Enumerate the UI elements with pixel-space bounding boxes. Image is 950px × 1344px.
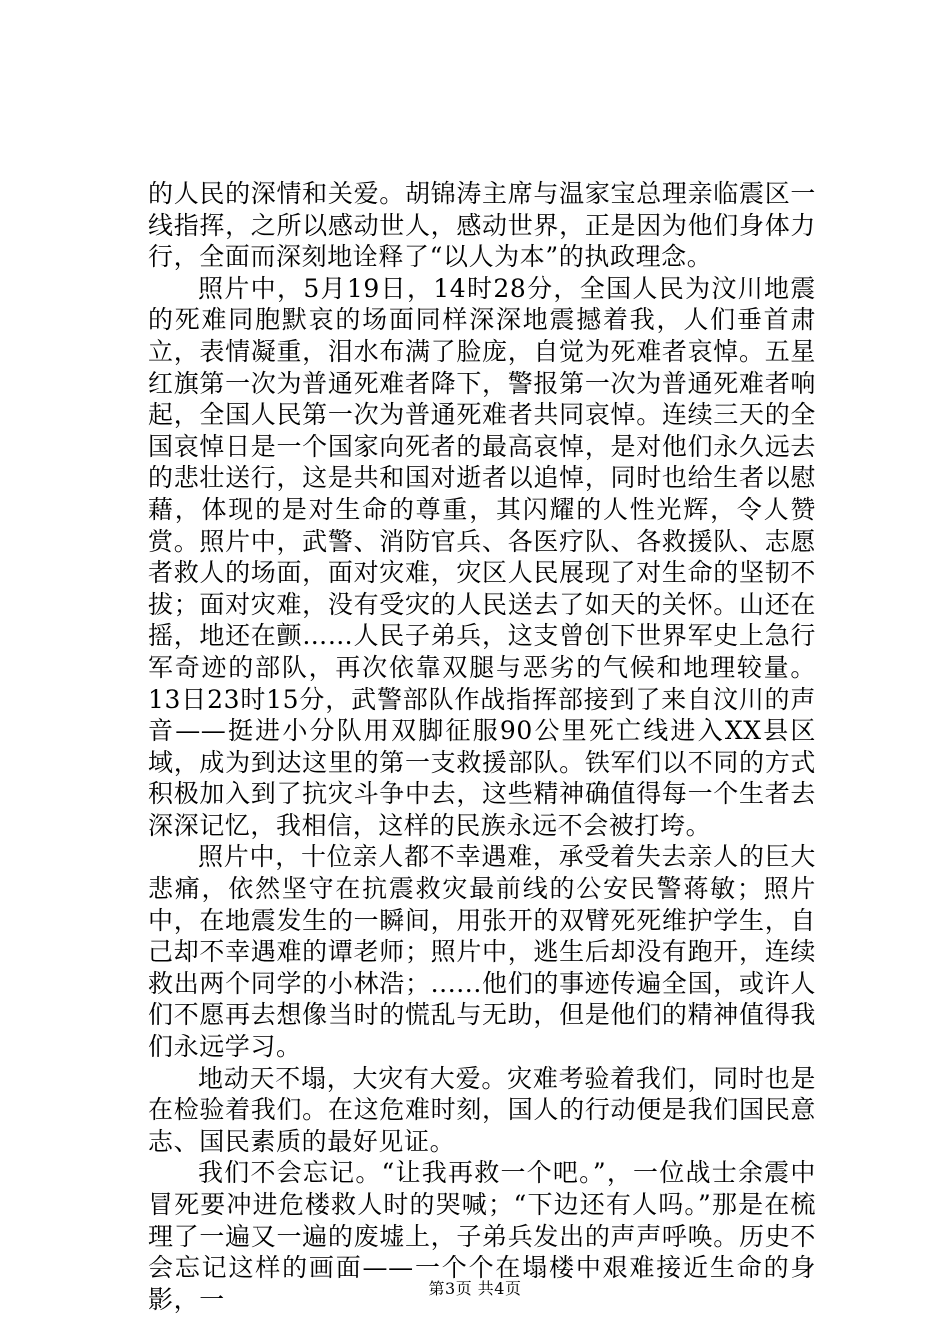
paragraph-great-love: 地动天不塌，大灾有大爱。灾难考验着我们，同时也是在检验着我们。在这危难时刻，国人的行动便是我们国民意志、国民素质的最好见证。 (148, 1063, 816, 1156)
page-footer: 第3页 共4页 (428, 1279, 522, 1298)
paragraph-continuation: 的人民的深情和关爱。胡锦涛主席与温家宝总理亲临震区一线指挥，之所以感动世人，感动世界，正是因为他们身体力行，全面而深刻地诠释了“以人为本”的执政理念。 (148, 179, 816, 272)
document-body (148, 178, 816, 1315)
paragraph-photo-heroes: 照片中，十位亲人都不幸遇难，承受着失去亲人的巨大悲痛，依然坚守在抗震救灾最前线的公安民警蒋敏；照片中，在地震发生的一瞬间，用张开的双臂死死维护学生，自己却不幸遇难的谭老师；照片中，逃生后却没有跑开，连续救出两个同学的小林浩；......他们的事迹传遍全国，或许人们不愿再去想像当时的慌乱与无助，但是他们的精神值得我们永远学习。 (148, 842, 816, 1062)
paragraph-never-forget: 我们不会忘记。“让我再救一个吧。”，一位战士余震中冒死要冲进危楼救人时的哭喊；“下边还有人吗。”那是在梳理了一遍又一遍的废墟上，子弟兵发出的声声呼唤。历史不会忘记这样的画面——一个个在塌楼中艰难接近生命的身影，一 (148, 1158, 816, 1314)
paragraph-photo-mourning: 照片中，5月19日，14时28分，全国人民为汶川地震的死难同胞默哀的场面同样深深地震撼着我，人们垂首肃立，表情凝重，泪水布满了脸庞，自觉为死难者哀悼。五星红旗第一次为普通死难者降下，警报第一次为普通死难者响起，全国人民第一次为普通死难者共同哀悼。连续三天的全国哀悼日是一个国家向死者的最高哀悼，是对他们永久远去的悲壮送行，这是共和国对逝者以追悼，同时也给生者以慰藉，体现的是对生命的尊重，其闪耀的人性光辉，令人赞赏。照片中，武警、消防官兵、各医疗队、各救援队、志愿者救人的场面，面对灾难，灾区人民展现了对生命的坚韧不拔；面对灾难，没有受灾的人民送去了如天的关怀。山还在摇，地还在颤……人民子弟兵，这支曾创下世界军史上急行军奇迹的部队，再次依靠双腿与恶劣的气候和地理较量。13日23时15分，武警部队作战指挥部接到了来自汶川的声音——挺进小分队用双脚征服90公里死亡线进入XX县区域，成为到达这里的第一支救援部队。铁军们以不同的方式积极加入到了抗灾斗争中去，这些精神确值得每一个生者去深深记忆，我相信，这样的民族永远不会被打垮。 (148, 273, 816, 840)
